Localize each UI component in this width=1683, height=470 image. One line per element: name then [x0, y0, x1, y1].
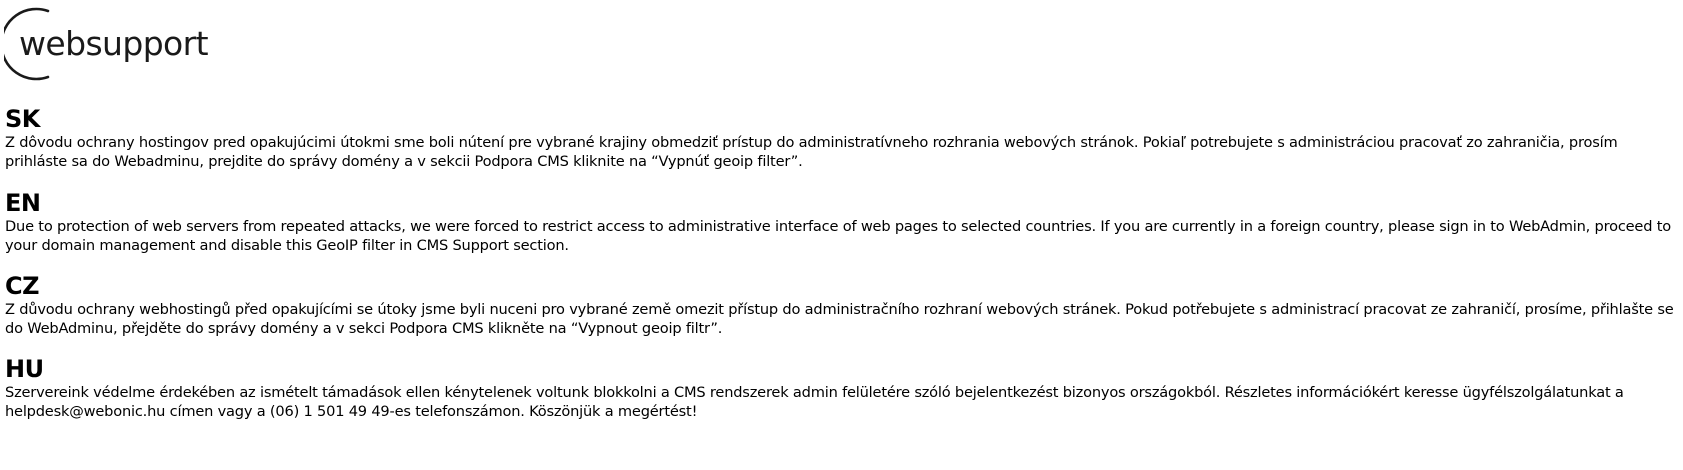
websupport-logo-icon	[4, 4, 249, 84]
section-en	[5, 190, 1681, 255]
logo-text: websupport	[19, 24, 208, 63]
section-heading-sk: SK	[5, 105, 40, 133]
section-text-en: Due to protection of web servers from repeated attacks, we were forced to restrict access to administrative interface of web pages to selected countries. If you are currently in a foreign country, please sign in to WebAdmin, proceed to your domain management and disable this GeoIP filter in CMS Support section.	[5, 218, 1671, 254]
websupport-logo	[4, 4, 249, 84]
section-hu	[5, 356, 1681, 421]
section-heading-cz: CZ	[5, 272, 40, 300]
section-heading-hu: HU	[5, 355, 44, 383]
section-heading-en: EN	[5, 189, 41, 217]
section-text-hu: Szervereink védelme érdekében az ismételt támadások ellen kénytelenek voltunk blokkolni a CMS rendszerek admin felületére szóló bejelentkezést bizonyos országokból. Részletes információkért keresse ügyfélszolgálatunkat a helpdesk@webonic.hu címen vagy a (06) 1 501 49 49-es telefonszámon. Köszönjük a megértést!	[5, 384, 1624, 420]
section-text-cz: Z důvodu ochrany webhostingů před opakujícími se útoky jsme byli nuceni pro vybrané země omezit přístup do administračního rozhraní webových stránek. Pokud potřebujete s administrací pracovat ze zahraničí, prosíme, přihlašte se do WebAdminu, přejděte do správy domény a v sekci Podpora CMS klikněte na “Vypnout geoip filtr”.	[5, 301, 1674, 337]
section-text-sk: Z dôvodu ochrany hostingov pred opakujúcimi útokmi sme boli nútení pre vybrané krajiny obmedziť prístup do administratívneho rozhrania webových stránok. Pokiaľ potrebujete s administráciou pracovať zo zahraničia, prosím prihláste sa do Webadminu, prejdite do správy domény a v sekcii Podpora CMS kliknite na “Vypnúť geoip filter”.	[5, 134, 1618, 170]
section-sk	[5, 106, 1681, 171]
section-cz	[5, 273, 1681, 338]
